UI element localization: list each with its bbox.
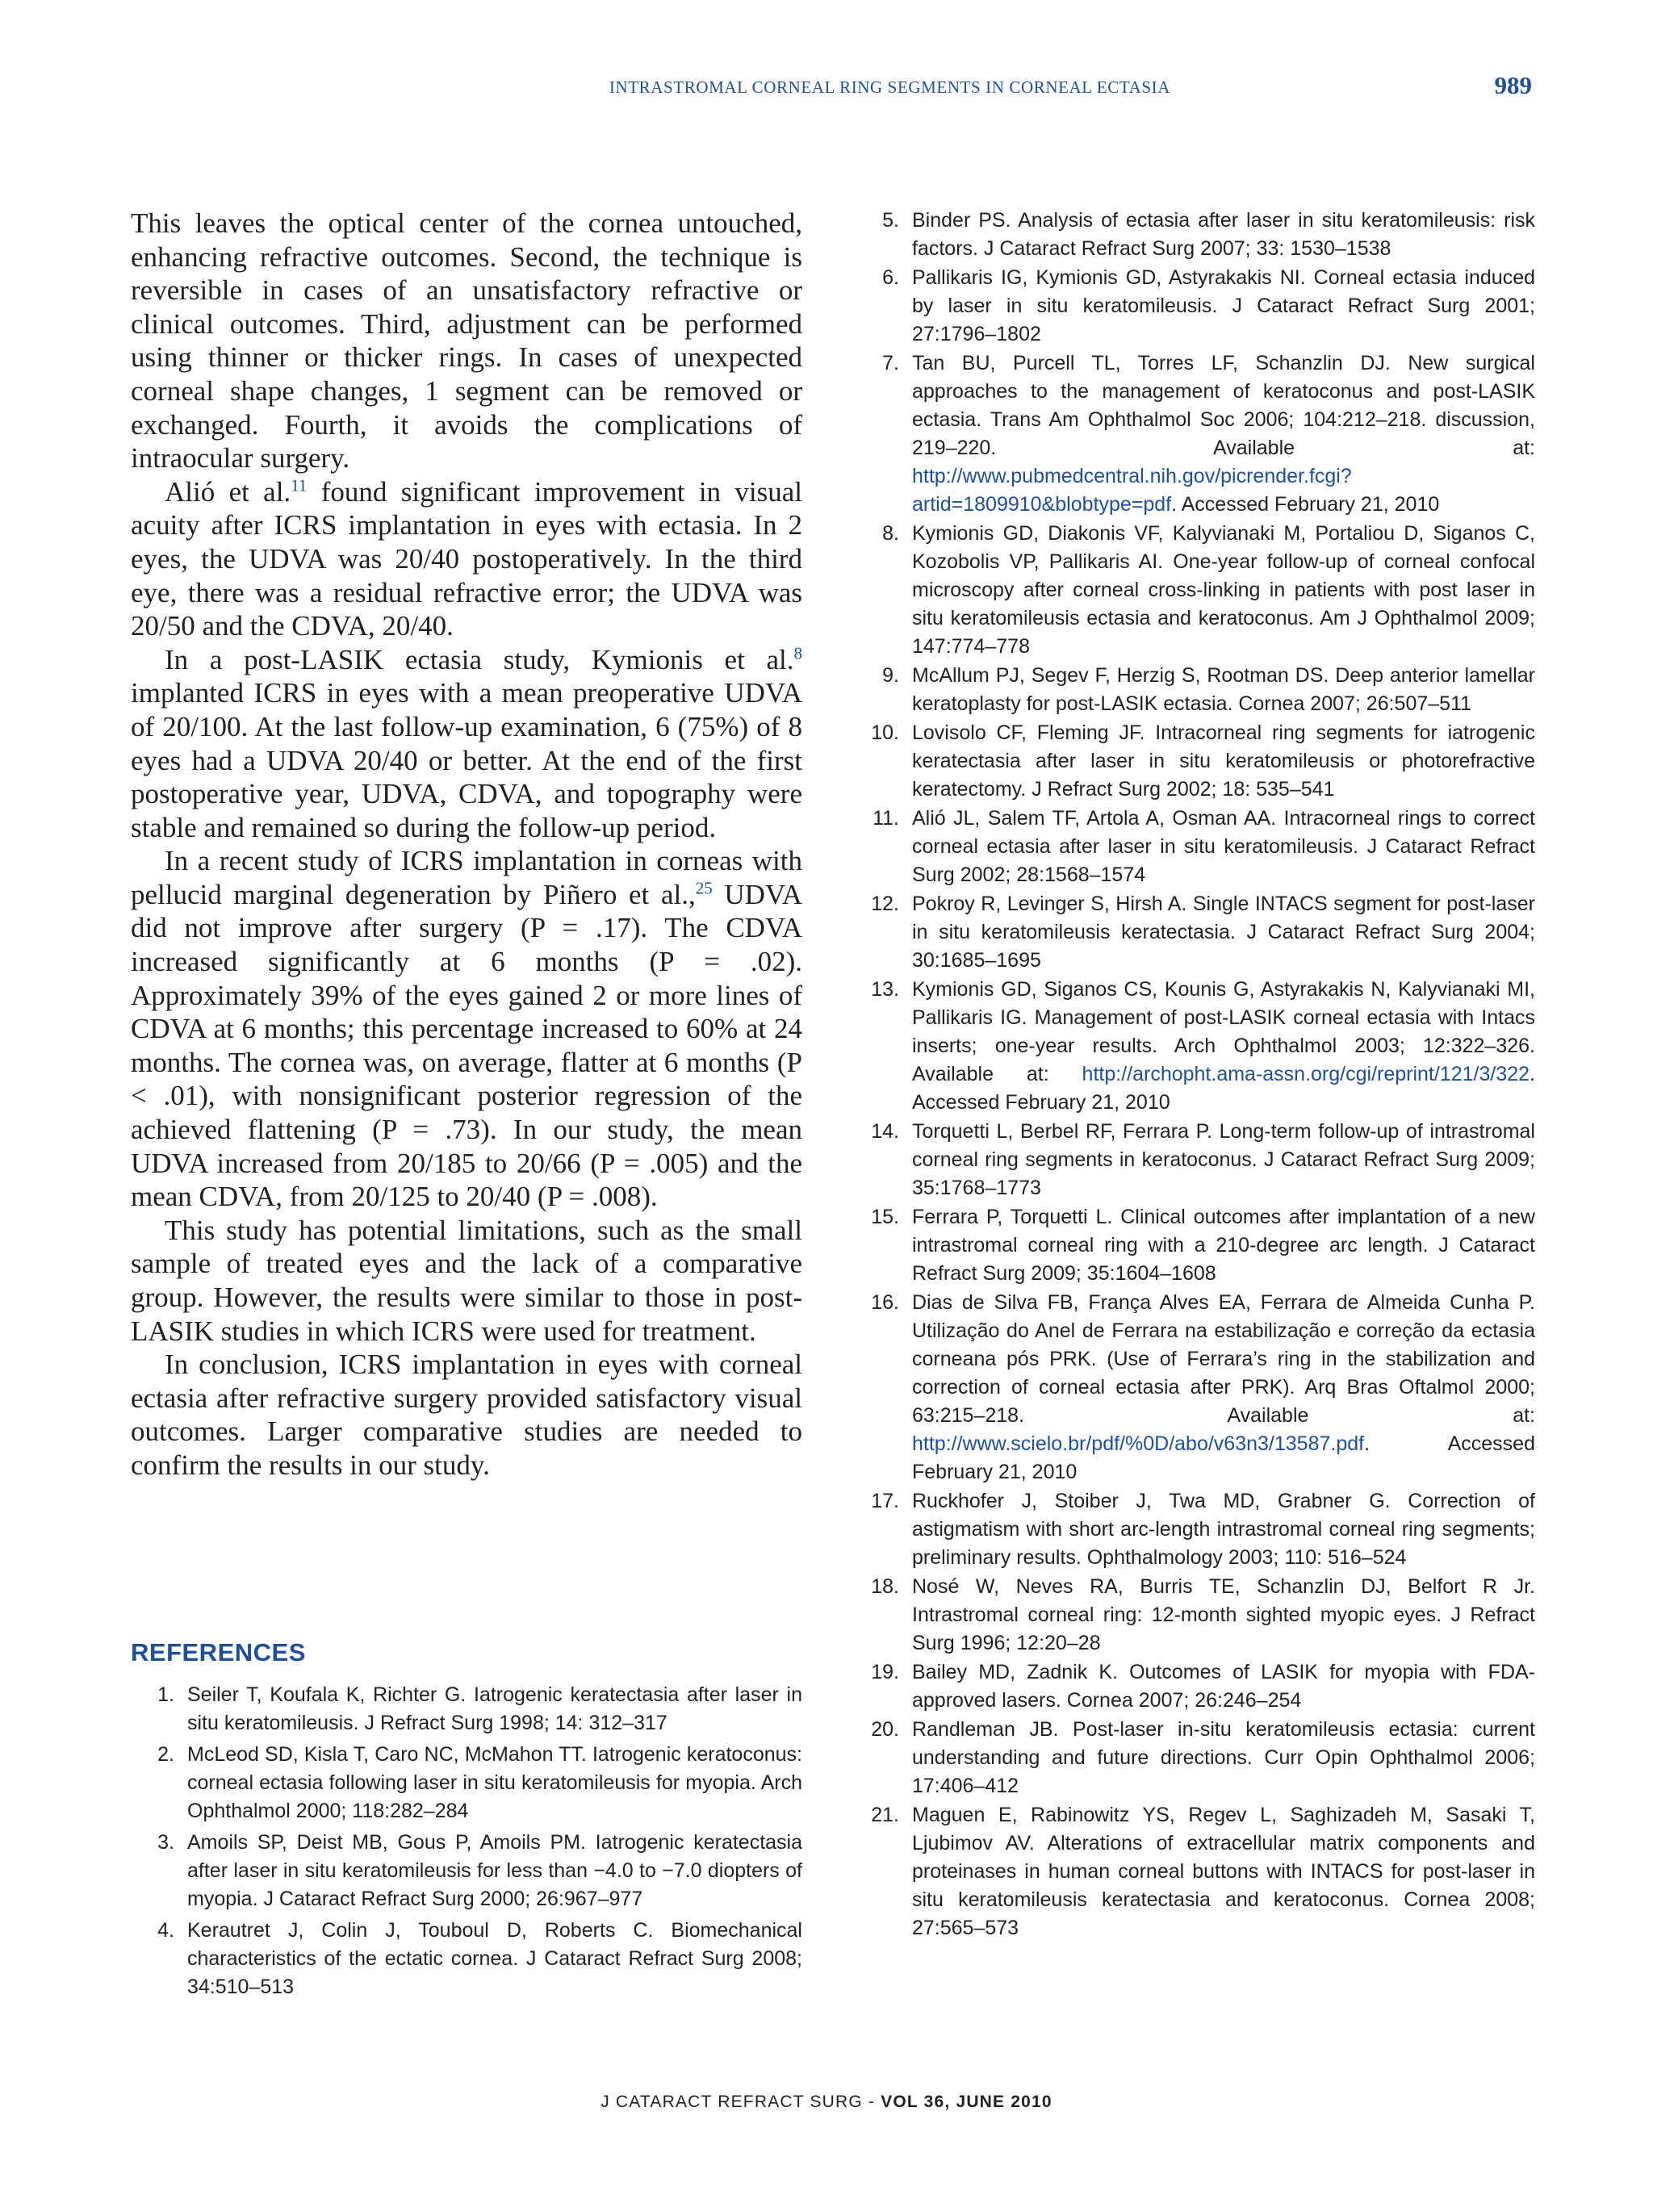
reference-text [187,1829,802,1913]
reference-citation: Kymionis GD, Diakonis VF, Kalyvianaki M, Portaliou D, Siganos C, Kozobolis VP, Pallikaris AI. One-year follow-up of corneal confocal microscopy after corneal cross-linking in patients with post laser in situ keratomileusis ectasia and keratoconus. Am J Ophthalmol 2009; 147:774–778 [912,522,1535,658]
reference-url-link[interactable]: http://www.pubmedcentral.nih.gov/picrender.fcgi?artid=1809910&blobtype=pdf [912,465,1352,516]
reference-text [912,1801,1535,1942]
paragraph-text: In a recent study of ICRS implantation in corneas with pellucid marginal degeneration by Piñero et al., [131,845,802,910]
paragraph [131,475,802,643]
reference-citation: McAllum PJ, Segev F, Herzig S, Rootman DS. Deep anterior lamellar keratoplasty for post-LASIK ectasia. Cornea 2007; 26:507–511 [912,664,1535,715]
reference-item [856,1716,1535,1800]
reference-item [131,1917,802,2001]
reference-item [856,662,1535,718]
reference-number: 2. [157,1743,174,1766]
reference-url-link[interactable]: http://www.scielo.br/pdf/%0D/abo/v63n3/13587.pdf [912,1432,1365,1455]
reference-citation: Tan BU, Purcell TL, Torres LF, Schanzlin DJ. New surgical approaches to the management of keratoconus and post-LASIK ectasia. Trans Am Ophthalmol Soc 2006; 104:212–218. discussion, 219–220. Available at: [912,352,1535,459]
reference-citation: Lovisolo CF, Fleming JF. Intracorneal ring segments for iatrogenic keratectasia after laser in situ keratomileusis or photorefractive keratectomy. J Refract Surg 2002; 18: 535–541 [912,721,1535,801]
reference-text [912,520,1535,661]
reference-number: 6. [882,266,899,289]
reference-citation: Nosé W, Neves RA, Burris TE, Schanzlin DJ, Belfort R Jr. Intrastromal corneal ring: 12-month sighted myopic eyes. J Refract Surg 1996; 12:20–28 [912,1575,1535,1654]
journal-footer [0,2093,1653,2112]
reference-item [856,805,1535,889]
paragraph-text: UDVA did not improve after surgery (P = .17). The CDVA increased significantly at 6 months (P = .02). Approximately 39% of the eyes gained 2 or more lines of CDVA at 6 months; this percentage increased to 60% at 24 months. The cornea was, on average, flatter at 6 months (P < .01), with nonsignificant posterior regression of the achieved flattening (P = .73). In our study, the mean UDVA increased from 20/185 to 20/66 (P = .005) and the mean CDVA, from 20/125 to 20/40 (P = .008). [131,878,802,1213]
reference-text [912,805,1535,889]
reference-text [912,264,1535,349]
reference-text [912,976,1535,1117]
reference-text [912,1487,1535,1572]
reference-list-left [131,1681,802,2005]
paragraph-text: found significant improvement in visual acuity after ICRS implantation in eyes with ectasia. In 2 eyes, the UDVA was 20/40 postoperatively. In the third eye, there was a residual refractive error; the UDVA was 20/50 and the CDVA, 20/40. [131,475,802,642]
reference-item [856,1658,1535,1715]
reference-number: 15. [871,1206,899,1228]
reference-text [912,1573,1535,1658]
reference-number: 13. [871,978,899,1001]
reference-number: 8. [882,522,899,545]
reference-citation: Torquetti L, Berbel RF, Ferrara P. Long-term follow-up of intrastromal corneal ring segments in keratoconus. J Cataract Refract Surg 2009; 35:1768–1773 [912,1120,1535,1199]
reference-citation: Kymionis GD, Siganos CS, Kounis G, Astyrakakis N, Kalyvianaki MI, Pallikaris IG. Management of post-LASIK corneal ectasia with Intacs inserts; one-year results. Arch Ophthalmol 2003; 12:322–326. Available at: [912,978,1535,1085]
reference-number: 17. [871,1490,899,1512]
paragraph [131,643,802,845]
reference-text [187,1917,802,2001]
reference-text [912,719,1535,804]
reference-citation: Pokroy R, Levinger S, Hirsh A. Single INTACS segment for post-laser in situ keratomileusis keratectasia. J Cataract Refract Surg 2004; 30:1685–1695 [912,893,1535,972]
reference-text [912,1289,1535,1487]
paragraph-text: In a post-LASIK ectasia study, Kymionis et al. [165,643,794,675]
reference-url-link[interactable]: http://archopht.ama-assn.org/cgi/reprint/121/3/322 [1082,1063,1530,1085]
reference-item [856,1203,1535,1288]
reference-list-right [856,207,1535,1943]
reference-item [131,1681,802,1737]
reference-item [856,264,1535,349]
reference-text [912,662,1535,718]
reference-item [856,1487,1535,1572]
reference-item [131,1741,802,1825]
paragraph-text: implanted ICRS in eyes with a mean preoperative UDVA of 20/100. At the last follow-up examination, 6 (75%) of 8 eyes had a UDVA 20/40 or better. At the end of the first postoperative year, UDVA, CDVA, and topography were stable and remained so during the follow-up period. [131,677,802,843]
reference-number: 3. [157,1831,174,1854]
reference-citation: Alió JL, Salem TF, Artola A, Osman AA. Intracorneal rings to correct corneal ectasia after laser in situ keratomileusis. J Cataract Refract Surg 2002; 28:1568–1574 [912,807,1535,886]
reference-citation: McLeod SD, Kisla T, Caro NC, McMahon TT. Iatrogenic keratoconus: corneal ectasia following laser in situ keratomileusis for myopia. Arch Ophthalmol 2000; 118:282–284 [187,1743,802,1822]
reference-item [856,719,1535,804]
reference-text [912,1203,1535,1288]
reference-item [856,890,1535,975]
reference-citation: Pallikaris IG, Kymionis GD, Astyrakakis NI. Corneal ectasia induced by laser in situ keratomileusis. J Cataract Refract Surg 2001; 27:1796–1802 [912,266,1535,345]
reference-citation: Randleman JB. Post-laser in-situ keratomileusis ectasia: current understanding and future directions. Curr Opin Ophthalmol 2006; 17:406–412 [912,1718,1535,1797]
running-header-title: INTRASTROMAL CORNEAL RING SEGMENTS IN CORNEAL ECTASIA [609,77,1170,97]
reference-citation: Maguen E, Rabinowitz YS, Regev L, Saghizadeh M, Sasaki T, Ljubimov AV. Alterations of extracellular matrix components and proteinases in human corneal buttons with INTACS for post-laser in situ keratomileusis keratectasia and keratoconus. Cornea 2008; 27:565–573 [912,1804,1535,1939]
reference-accessed: . Accessed February 21, 2010 [912,1063,1535,1114]
reference-number: 20. [871,1718,899,1741]
paragraph: This study has potential limitations, such as the small sample of treated eyes and the lack of a comparative group. However, the results were similar to those in post-LASIK studies in which ICRS were used for treatment. [131,1214,802,1347]
reference-number: 14. [871,1120,899,1143]
reference-text [912,1118,1535,1202]
reference-accessed: . Accessed February 21, 2010 [1171,493,1440,516]
citation-link[interactable]: 11 [291,475,308,496]
reference-item [856,1573,1535,1658]
reference-text [912,207,1535,263]
reference-citation: Kerautret J, Colin J, Touboul D, Roberts C. Biomechanical characteristics of the ectatic cornea. J Cataract Refract Surg 2008; 34:510–513 [187,1919,802,1998]
reference-item [856,349,1535,519]
paragraph-text: Alió et al. [165,475,291,508]
page-number: 989 [1494,71,1532,99]
reference-item [856,976,1535,1117]
body-text-column [131,207,802,1482]
reference-number: 7. [882,352,899,374]
reference-citation: Bailey MD, Zadnik K. Outcomes of LASIK for myopia with FDA-approved lasers. Cornea 2007; 26:246–254 [912,1661,1535,1712]
citation-link[interactable]: 25 [695,878,713,898]
reference-citation: Amoils SP, Deist MB, Gous P, Amoils PM. Iatrogenic keratectasia after laser in situ keratomileusis for less than −4.0 to −7.0 diopters of myopia. J Cataract Refract Surg 2000; 26:967–977 [187,1831,802,1910]
footer-journal: J CATARACT REFRACT SURG - [601,2093,881,2111]
reference-number: 1. [157,1683,174,1706]
reference-text [912,1658,1535,1715]
paragraph: This leaves the optical center of the cornea untouched, enhancing refractive outcomes. Second, the technique is reversible in cases of an unsatisfactory refractive or clinical outcomes. Third, adjustment can be performed using thinner or thicker rings. In cases of unexpected corneal shape changes, 1 segment can be removed or exchanged. Fourth, it avoids the complications of intraocular surgery. [131,207,802,475]
reference-item [856,1801,1535,1942]
reference-item [856,207,1535,263]
reference-number: 19. [871,1661,899,1683]
reference-text [912,349,1535,519]
reference-number: 9. [882,664,899,687]
citation-link[interactable]: 8 [793,643,802,663]
reference-citation: Binder PS. Analysis of ectasia after laser in situ keratomileusis: risk factors. J Cataract Refract Surg 2007; 33: 1530–1538 [912,209,1535,260]
reference-number: 18. [871,1575,899,1598]
reference-citation: Ruckhofer J, Stoiber J, Twa MD, Grabner G. Correction of astigmatism with short arc-length intrastromal corneal ring segments; preliminary results. Ophthalmology 2003; 110: 516–524 [912,1490,1535,1569]
reference-accessed: . Accessed February 21, 2010 [912,1432,1535,1483]
reference-item [856,1118,1535,1202]
reference-citation: Dias de Silva FB, França Alves EA, Ferrara de Almeida Cunha P. Utilização do Anel de Ferrara na estabilização e correção da ectasia corneana pós PRK. (Use of Ferrara’s ring in the stabilization and correction of corneal ectasia after PRK). Arq Bras Oftalmol 2000; 63:215–218. Available at: [912,1291,1535,1427]
reference-text [912,890,1535,975]
reference-number: 10. [871,721,899,744]
reference-number: 11. [873,807,899,830]
reference-number: 4. [157,1919,174,1942]
reference-text [912,1716,1535,1800]
reference-item [856,520,1535,661]
reference-text [187,1741,802,1825]
reference-number: 12. [871,893,899,915]
paragraph [131,844,802,1214]
footer-volume: VOL 36, JUNE 2010 [881,2093,1052,2111]
reference-text [187,1681,802,1737]
reference-number: 16. [871,1291,899,1314]
reference-citation: Ferrara P, Torquetti L. Clinical outcomes after implantation of a new intrastromal corneal ring with a 210-degree arc length. J Cataract Refract Surg 2009; 35:1604–1608 [912,1206,1535,1285]
paragraph: In conclusion, ICRS implantation in eyes with corneal ectasia after refractive surgery provided satisfactory visual outcomes. Larger comparative studies are needed to confirm the results in our study. [131,1349,802,1481]
reference-item [856,1289,1535,1487]
reference-item [131,1829,802,1913]
reference-number: 21. [871,1804,899,1826]
reference-citation: Seiler T, Koufala K, Richter G. Iatrogenic keratectasia after laser in situ keratomileusis. J Refract Surg 1998; 14: 312–317 [187,1683,802,1734]
reference-number: 5. [882,209,899,232]
references-heading: REFERENCES [131,1638,306,1666]
